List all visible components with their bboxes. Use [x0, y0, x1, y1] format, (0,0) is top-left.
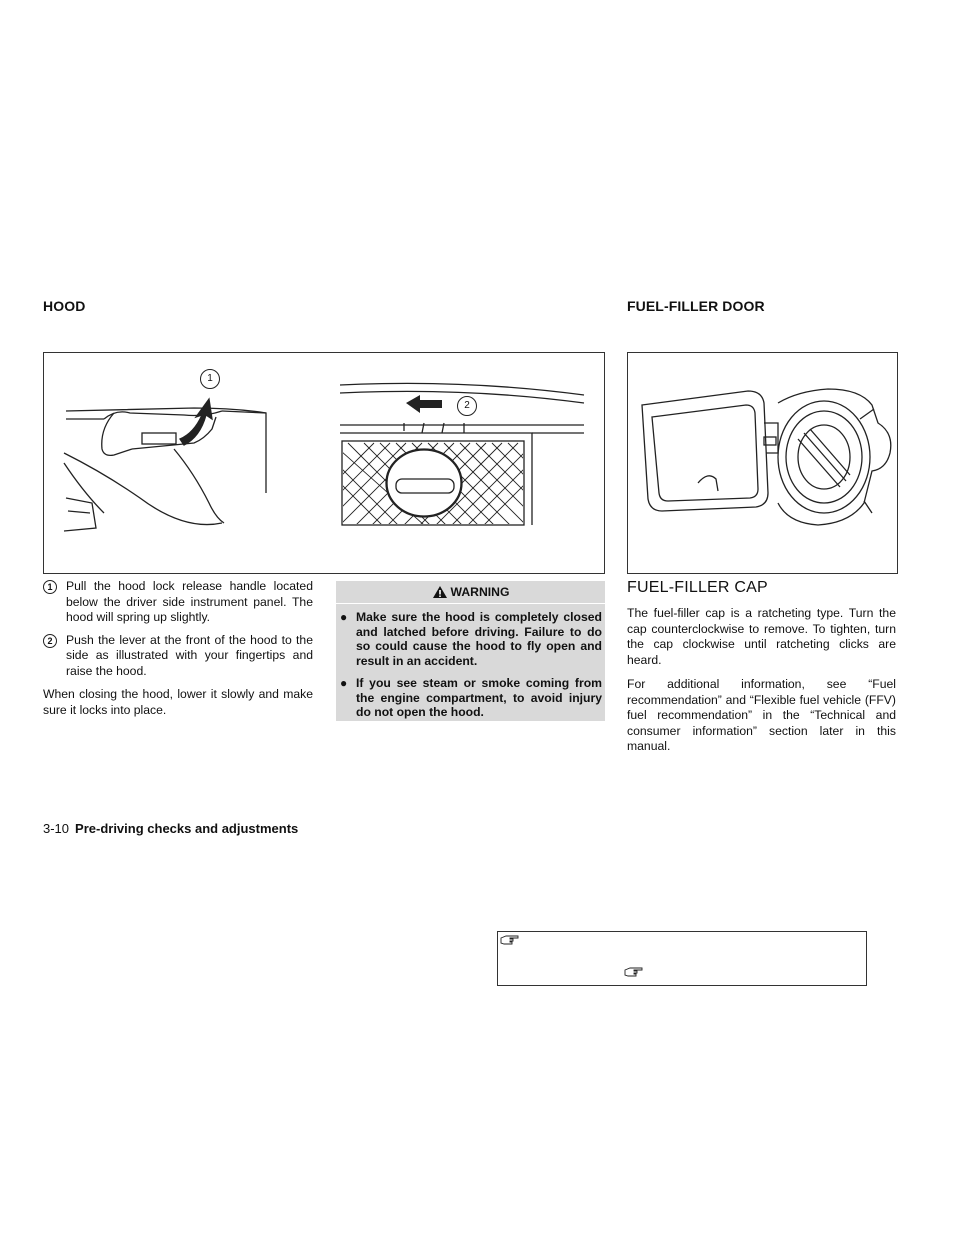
- step-number-1: 1: [43, 580, 57, 594]
- fuel-filler-illustration: [627, 352, 898, 574]
- reference-box: [497, 931, 867, 986]
- hood-closing-text: When closing the hood, lower it slowly and make sure it locks into place.: [43, 687, 313, 717]
- hood-step-1-text: Pull the hood lock release handle located below the driver side instrument panel. The hood will spring up slightly.: [66, 579, 313, 624]
- fuel-filler-door-heading: FUEL-FILLER DOOR: [627, 298, 765, 314]
- warning-item-2: [336, 676, 605, 720]
- fuel-para-2: For additional information, see “Fuel recommendation” and “Flexible fuel vehicle (FFV) fuel recommendation” in the “Technical and consumer information” section later in this manual.: [627, 677, 896, 753]
- warning-header: [336, 581, 605, 604]
- fuel-para-1: The fuel-filler cap is a ratcheting type. Turn the cap counterclockwise to remove. To tighten, turn the cap clockwise until ratcheting clicks are heard.: [627, 606, 896, 667]
- section-title: Pre-driving checks and adjustments: [75, 821, 299, 836]
- callout-2: 2: [457, 396, 477, 416]
- hood-heading: HOOD: [43, 298, 86, 314]
- hood-step-2-text: Push the lever at the front of the hood to the side as illustrated with your fingertips and raise the hood.: [66, 632, 313, 678]
- callout-1: 1: [200, 369, 220, 389]
- pointing-hand-icon: [624, 966, 644, 978]
- warning-item-1-text: Make sure the hood is completely closed and latched before driving. Failure to do so could cause the hood to fly open and result in an accident.: [356, 610, 602, 669]
- page-footer: [43, 821, 298, 836]
- hood-step-2: [43, 633, 313, 680]
- pointing-hand-icon: [500, 934, 520, 946]
- hood-illustration-drawing: [44, 353, 604, 573]
- fuel-filler-cap-text: [627, 606, 896, 764]
- step-number-2: 2: [43, 634, 57, 648]
- bullet-icon: ●: [340, 610, 348, 624]
- bullet-icon: ●: [340, 675, 348, 690]
- warning-triangle-icon: [432, 585, 448, 599]
- warning-item-2-text: If you see steam or smoke coming from the engine compartment, to avoid injury do not open the hood.: [356, 675, 602, 720]
- left-arrow-icon: [406, 395, 442, 413]
- hood-release-illustration: [43, 352, 605, 574]
- page-number: 3-10: [43, 821, 70, 836]
- hood-steps: [43, 579, 313, 718]
- warning-box: [336, 581, 605, 721]
- fuel-filler-drawing: [628, 353, 897, 573]
- hood-step-1: [43, 579, 313, 626]
- fuel-filler-cap-subheading: FUEL-FILLER CAP: [627, 579, 768, 596]
- warning-item-1: [336, 610, 605, 669]
- warning-title: WARNING: [450, 584, 510, 599]
